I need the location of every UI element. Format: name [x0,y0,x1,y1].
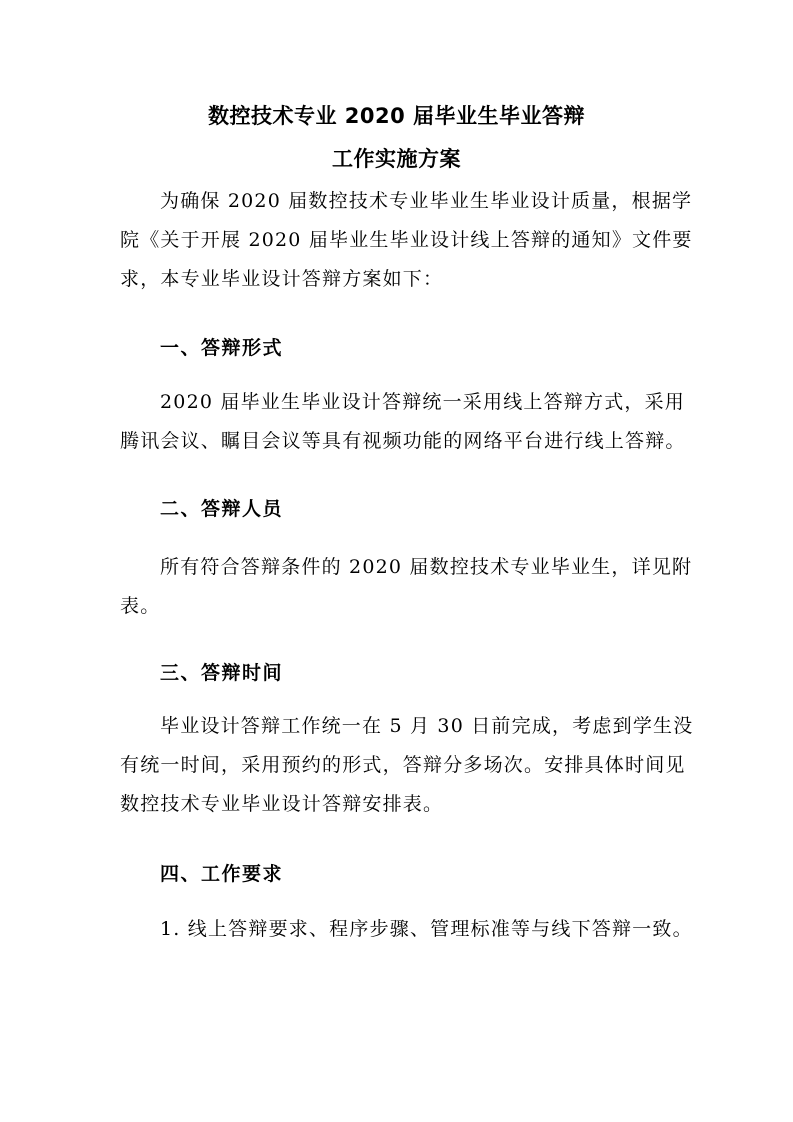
section3-line-1: 毕业设计答辩工作统一在 5 月 30 日前完成，考虑到学生没 [160,715,694,737]
section1-body [120,383,686,461]
section2-line-2: 表。 [120,595,161,617]
section3-heading: 三、答辩时间 [160,662,284,684]
intro-line-1: 为确保 2020 届数控技术专业毕业生毕业设计质量，根据学 [160,190,693,212]
section3-line-2: 有统一时间，采用预约的形式，答辩分多场次。安排具体时间见 [120,754,686,776]
section1-heading: 一、答辩形式 [160,337,284,359]
section3-line-3: 数控技术专业毕业设计答辩安排表。 [120,793,444,815]
intro-paragraph [120,182,693,299]
section4-body [120,910,693,949]
section2-heading: 二、答辩人员 [160,498,284,520]
intro-line-3: 求，本专业毕业设计答辩方案如下： [120,268,444,290]
section1-line-1: 2020 届毕业生毕业设计答辩统一采用线上答辩方式，采用 [160,391,685,413]
section3-body [120,707,694,824]
intro-line-2: 院《关于开展 2020 届毕业生毕业设计线上答辩的通知》文件要 [120,229,693,251]
section1-line-2: 腾讯会议、瞩目会议等具有视频功能的网络平台进行线上答辩。 [120,430,686,452]
section4-heading: 四、工作要求 [160,863,284,885]
document-title-line2: 工作实施方案 [332,147,461,171]
document-title-line1: 数控技术专业 2020 届毕业生毕业答辩 [207,104,586,128]
section2-body [120,548,693,626]
section4-item-1: 1. 线上答辩要求、程序步骤、管理标准等与线下答辩一致。 [160,918,693,940]
section2-line-1: 所有符合答辩条件的 2020 届数控技术专业毕业生，详见附 [160,556,693,578]
